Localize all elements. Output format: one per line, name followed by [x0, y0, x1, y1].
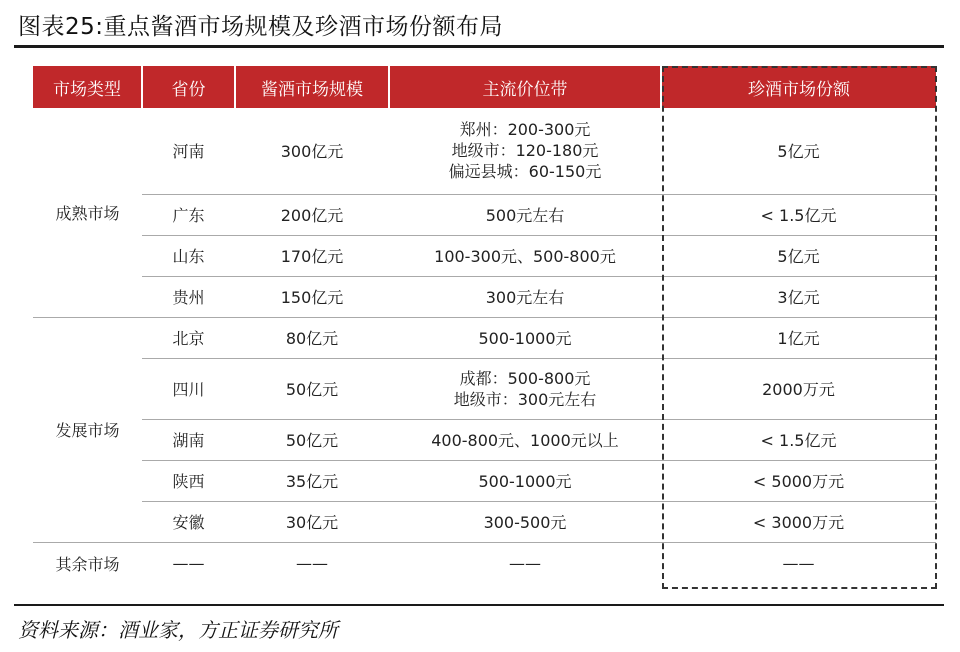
price-cell: 500-1000元 [389, 317, 661, 358]
bottom-rule [14, 604, 944, 606]
scale-cell: 35亿元 [235, 460, 389, 501]
scale-cell: 30亿元 [235, 501, 389, 542]
table-row [33, 358, 936, 419]
table-row [33, 460, 936, 501]
header-row [33, 66, 936, 108]
price-cell [389, 358, 661, 419]
price-cell: 500元左右 [389, 194, 661, 235]
market-table [33, 66, 936, 584]
share-cell: —— [782, 553, 815, 573]
province-cell: 湖南 [142, 419, 235, 460]
price-cell: 300-500元 [389, 501, 661, 542]
top-rule [14, 45, 944, 48]
province-cell: —— [172, 553, 205, 573]
price-line: 成都：500-800元 [459, 368, 591, 388]
header-share: 珍酒市场份额 [661, 66, 936, 108]
scale-cell: 200亿元 [235, 194, 389, 235]
header-province: 省份 [142, 66, 235, 108]
price-line: 偏远县城：60-150元 [448, 162, 602, 182]
market-type-cell: 其余市场 [55, 554, 120, 574]
market-type-cell: 成熟市场 [33, 108, 142, 317]
province-cell: 河南 [142, 108, 235, 194]
table-row [33, 194, 936, 235]
share-cell: 2000万元 [661, 358, 936, 419]
share-cell: 5亿元 [661, 235, 936, 276]
share-cell: 3亿元 [661, 276, 936, 317]
share-cell: < 3000万元 [661, 501, 936, 542]
table-row [33, 419, 936, 460]
header-scale: 酱酒市场规模 [235, 66, 389, 108]
table-row [33, 542, 936, 584]
price-line: 郑州：200-300元 [459, 120, 591, 140]
scale-cell: 170亿元 [235, 235, 389, 276]
price-cell: 500-1000元 [389, 460, 661, 501]
province-cell: 广东 [142, 194, 235, 235]
price-cell: —— [509, 553, 541, 573]
price-line: 地级市：300元左右 [453, 389, 597, 409]
scale-cell: —— [296, 553, 328, 573]
header-price-band: 主流价位带 [389, 66, 661, 108]
scale-cell: 300亿元 [235, 108, 389, 194]
share-cell: < 1.5亿元 [661, 419, 936, 460]
province-cell: 贵州 [142, 276, 235, 317]
province-cell: 山东 [142, 235, 235, 276]
price-line: 地级市：120-180元 [451, 141, 599, 161]
province-cell: 北京 [142, 317, 235, 358]
price-cell: 100-300元、500-800元 [389, 235, 661, 276]
price-cell: 300元左右 [389, 276, 661, 317]
header-market-type: 市场类型 [33, 66, 142, 108]
table-row [33, 276, 936, 317]
source-note: 资料来源：酒业家，方正证券研究所 [18, 618, 338, 642]
price-cell: 400-800元、1000元以上 [389, 419, 661, 460]
scale-cell: 50亿元 [235, 419, 389, 460]
share-cell: < 1.5亿元 [661, 194, 936, 235]
table-row [33, 317, 936, 358]
share-cell: 1亿元 [661, 317, 936, 358]
market-type-cell: 发展市场 [33, 317, 142, 542]
figure-title: 图表25:重点酱酒市场规模及珍酒市场份额布局 [18, 14, 504, 40]
scale-cell: 150亿元 [235, 276, 389, 317]
province-cell: 陕西 [142, 460, 235, 501]
province-cell: 四川 [142, 358, 235, 419]
share-cell: 5亿元 [661, 108, 936, 194]
scale-cell: 50亿元 [235, 358, 389, 419]
province-cell: 安徽 [142, 501, 235, 542]
table-row [33, 501, 936, 542]
table-row [33, 108, 936, 194]
price-cell [389, 108, 661, 194]
share-cell: < 5000万元 [661, 460, 936, 501]
table-row [33, 235, 936, 276]
scale-cell: 80亿元 [235, 317, 389, 358]
